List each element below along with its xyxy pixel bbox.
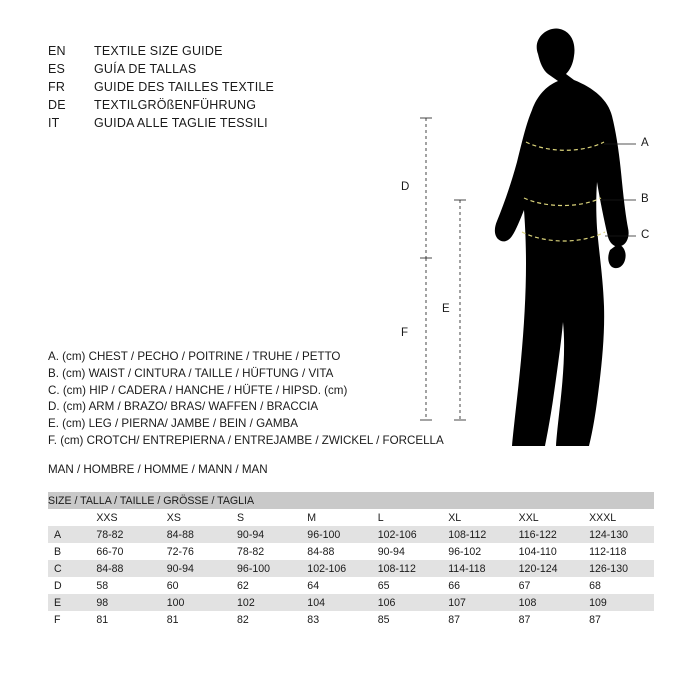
table-cell: 87 [583,611,654,628]
label-f: F [401,327,409,339]
language-title: GUÍA DE TALLAS [94,62,197,76]
row-label: B [48,543,90,560]
legend-item-e: E. (cm) LEG / PIERNA/ JAMBE / BEIN / GAMBA [48,417,298,431]
table-cell: 108 [513,594,583,611]
label-a: A [641,137,649,149]
table-cell: 96-100 [301,526,371,543]
table-cell: 104-110 [513,543,583,560]
column-header: XXS [90,509,160,526]
table-row [48,577,654,594]
row-label: F [48,611,90,628]
table-row [48,543,654,560]
language-title: TEXTILGRÖßENFÜHRUNG [94,98,257,112]
table-cell: 112-118 [583,543,654,560]
language-code: ES [48,62,66,76]
table-cell: 126-130 [583,560,654,577]
table-row [48,526,654,543]
corner-cell [48,509,90,526]
table-cell: 100 [161,594,231,611]
table-cell: 64 [301,577,371,594]
legend-item-c: C. (cm) HIP / CADERA / HANCHE / HÜFTE / HIPSD. (cm) [48,383,348,397]
table-cell: 83 [301,611,371,628]
language-row [48,62,378,80]
table-cell: 90-94 [372,543,442,560]
table-cell: 90-94 [161,560,231,577]
table-cell: 65 [372,577,442,594]
table-title: SIZE / TALLA / TAILLE / GRÖSSE / TAGLIA [48,492,654,509]
column-header: XL [442,509,512,526]
table-cell: 108-112 [442,526,512,543]
leg-measure-bracket [454,200,466,420]
table-cell: 72-76 [161,543,231,560]
man-silhouette-shape [495,29,629,446]
size-table [48,492,654,628]
language-row [48,44,378,62]
table-cell: 124-130 [583,526,654,543]
table-cell: 81 [161,611,231,628]
table-cell: 66-70 [90,543,160,560]
table-cell: 84-88 [301,543,371,560]
table-title-row [48,492,654,509]
row-label: A [48,526,90,543]
label-b: B [641,193,649,205]
table-cell: 84-88 [90,560,160,577]
table-cell: 98 [90,594,160,611]
row-label: D [48,577,90,594]
table-cell: 106 [372,594,442,611]
legend-item-a: A. (cm) CHEST / PECHO / POITRINE / TRUHE / PETTO [48,350,341,363]
language-title: GUIDA ALLE TAGLIE TESSILI [94,116,268,130]
table-cell: 67 [513,577,583,594]
language-code: FR [48,80,66,94]
table-cell: 107 [442,594,512,611]
table-cell: 116-122 [513,526,583,543]
row-label: C [48,560,90,577]
legend-item-f: F. (cm) CROTCH/ ENTREPIERNA / ENTREJAMBE / ZWICKEL / FORCELLA [48,433,444,447]
size-table-wrapper [48,492,654,628]
arm-measure-bracket [420,118,432,258]
table-cell: 120-124 [513,560,583,577]
column-header: L [372,509,442,526]
language-code: EN [48,44,66,58]
table-cell: 78-82 [231,543,301,560]
language-title: TEXTILE SIZE GUIDE [94,44,223,58]
label-c: C [641,229,650,241]
column-header: M [301,509,371,526]
label-e: E [442,303,450,315]
language-row [48,116,378,134]
table-cell: 109 [583,594,654,611]
gender-label: MAN / HOMBRE / HOMME / MANN / MAN [48,463,268,476]
legend-item-b: B. (cm) WAIST / CINTURA / TAILLE / HÜFTUNG / VITA [48,366,334,380]
table-row [48,560,654,577]
table-header-row [48,509,654,526]
table-cell: 68 [583,577,654,594]
table-cell: 62 [231,577,301,594]
table-cell: 84-88 [161,526,231,543]
table-cell: 82 [231,611,301,628]
table-cell: 102 [231,594,301,611]
table-cell: 90-94 [231,526,301,543]
table-cell: 114-118 [442,560,512,577]
column-header: XS [161,509,231,526]
language-title: GUIDE DES TAILLES TEXTILE [94,80,275,94]
measurement-legend [48,349,448,450]
legend-item-d: D. (cm) ARM / BRAZO/ BRAS/ WAFFEN / BRACCIA [48,400,319,414]
row-label: E [48,594,90,611]
table-cell: 108-112 [372,560,442,577]
language-code: IT [48,116,60,130]
table-cell: 102-106 [372,526,442,543]
table-row [48,594,654,611]
label-d: D [401,181,410,193]
column-header: S [231,509,301,526]
table-cell: 96-100 [231,560,301,577]
column-header: XXL [513,509,583,526]
column-header: XXXL [583,509,654,526]
table-cell: 81 [90,611,160,628]
table-cell: 60 [161,577,231,594]
table-cell: 96-102 [442,543,512,560]
language-code: DE [48,98,66,112]
table-cell: 85 [372,611,442,628]
table-cell: 87 [513,611,583,628]
table-cell: 78-82 [90,526,160,543]
language-title-block [48,44,378,134]
table-cell: 66 [442,577,512,594]
language-row [48,98,378,116]
table-cell: 87 [442,611,512,628]
table-cell: 58 [90,577,160,594]
table-cell: 104 [301,594,371,611]
table-cell: 102-106 [301,560,371,577]
table-row [48,611,654,628]
language-row [48,80,378,98]
